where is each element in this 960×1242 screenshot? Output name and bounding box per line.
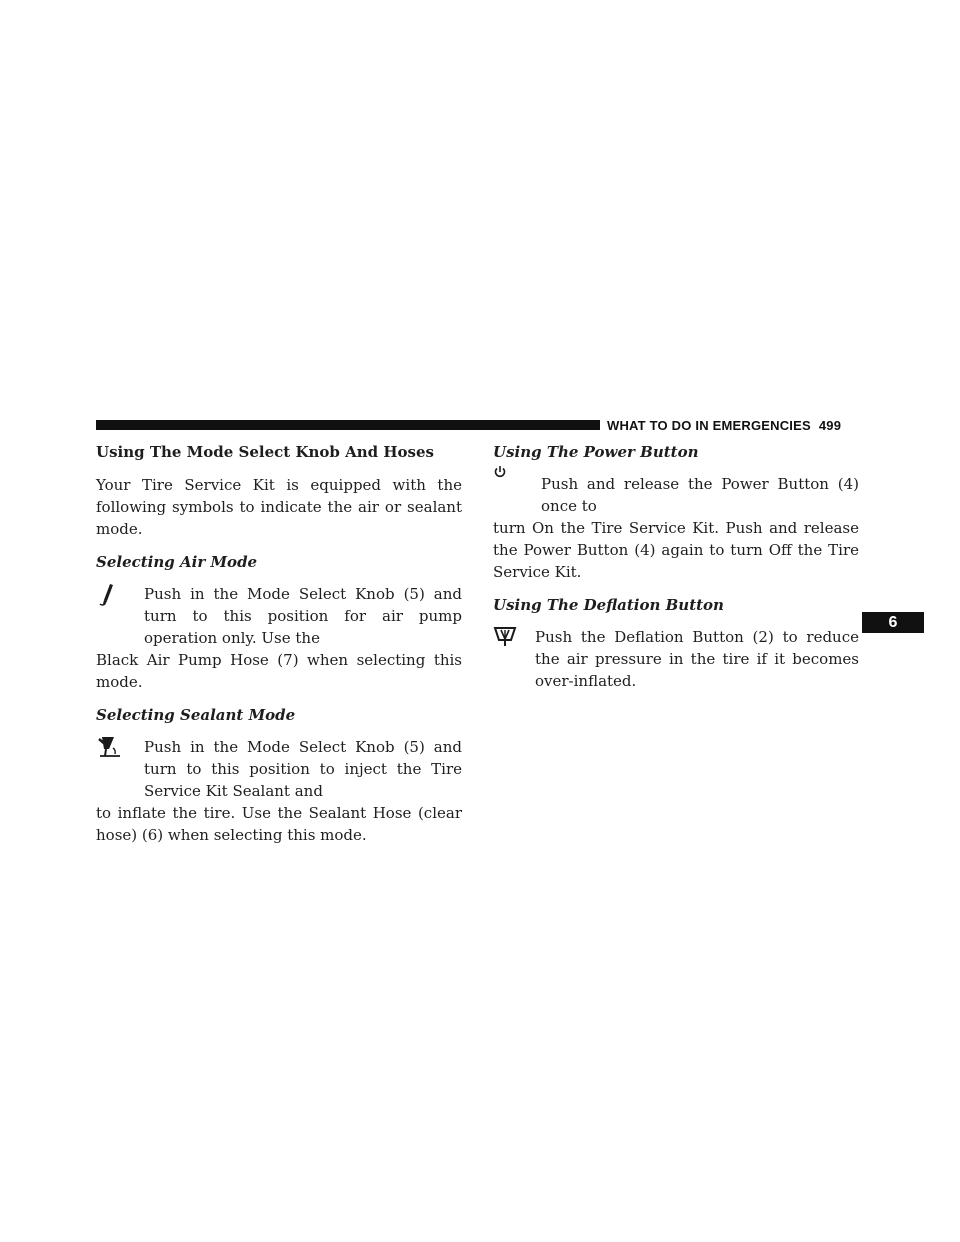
deflation-title: Using The Deflation Button (493, 596, 724, 614)
sealant-icon (96, 736, 136, 762)
air-mode-text-lead: Push in the Mode Select Knob (5) and turn to this position for air pump operation only. Use the (144, 585, 462, 647)
intro-paragraph: Your Tire Service Kit is equipped with the following symbols to indicate the air or sealant mode. (96, 476, 462, 538)
air-mode-title: Selecting Air Mode (96, 553, 258, 571)
section-title: WHAT TO DO IN EMERGENCIES (607, 418, 811, 433)
power-text-lead: Push and release the Power Button (4) once to (541, 475, 859, 515)
deflation-text: Push the Deflation Button (2) to reduce the air pressure in the tire if it becomes over-inflated. (535, 628, 859, 690)
power-title: Using The Power Button (493, 443, 699, 461)
air-mode-text-rest: Black Air Pump Hose (7) when selecting this mode. (96, 651, 462, 691)
page-number: 499 (818, 418, 842, 433)
power-text-rest: turn On the Tire Service Kit. Push and release the Power Button (4) again to turn Off the Tire Service Kit. (493, 519, 859, 581)
sealant-mode-paragraph (96, 736, 462, 846)
power-icon (493, 465, 533, 491)
chapter-tab: 6 (862, 612, 924, 633)
left-column (96, 441, 462, 857)
power-paragraph (493, 473, 859, 583)
right-column (493, 441, 859, 703)
sealant-mode-text-lead: Push in the Mode Select Knob (5) and turn to this position to inject the Tire Service Kit Sealant and (144, 738, 462, 800)
sealant-mode-title: Selecting Sealant Mode (96, 706, 296, 724)
air-mode-paragraph (96, 583, 462, 693)
sealant-mode-text-rest: to inflate the tire. Use the Sealant Hose (clear hose) (6) when selecting this mode. (96, 804, 462, 844)
section-heading: Using The Mode Select Knob And Hoses (96, 443, 434, 461)
air-pump-icon (96, 583, 136, 609)
deflation-icon (493, 626, 533, 652)
header-rule (96, 420, 600, 430)
deflation-paragraph (493, 626, 859, 692)
running-header (607, 418, 841, 433)
